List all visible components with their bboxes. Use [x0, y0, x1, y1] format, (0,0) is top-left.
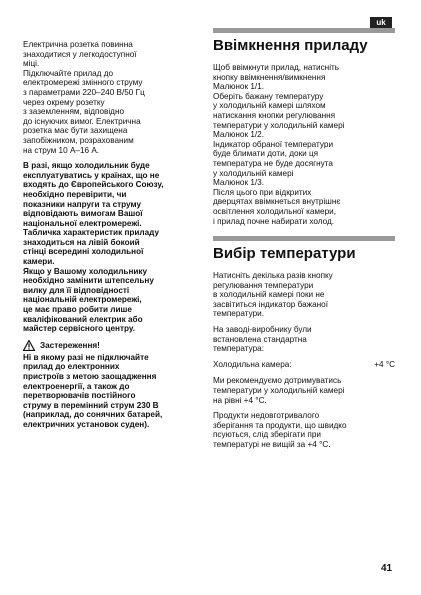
temperature-row	[213, 360, 395, 370]
page-number: 41	[381, 563, 393, 574]
warning-heading	[23, 340, 199, 351]
fridge-temperature-value: +4 °C	[374, 359, 395, 369]
temperature-paragraph: Натисніть декілька разів кнопку регулювання температури в холодильній камері поки не засвітиться індикатор бажаної температури.	[213, 271, 333, 319]
switch-on-paragraph: Щоб ввімкнути прилад, натисніть кнопку ввімкнення/вимкнення Малюнок 1/1. Оберіть бажану температуру у холодильній камері шляхом натискання кнопки регулювання температури у холодильній камері Малюнок 1/2. Індикатор обраної температури буде блимати доти, доки ця температура не буде досягнута у холодильній камері Малюнок 1/3. Після цього при відкритих дверцятах ввімкнеться внутрішнє освітлення холодильної камери, і прилад почне набирати холод.	[213, 63, 345, 226]
warning-title: Застереження!	[40, 340, 100, 350]
socket-paragraph: Електрична розетка повинна знаходитися у легкодоступної міці. Підключайте прилад до електромережі змінного струму з параметрами 220–240 В/50 Гц через окрему розетку з заземленням, відповідно до існуючих вимог. Електрична розетка має бути захищена запобіжником, розрахованим на струм 10 А–16 А.	[23, 40, 145, 155]
heading-switch-on: Ввімкнення приладу	[213, 37, 368, 54]
right-column	[213, 28, 395, 456]
fridge-compartment-label: Холодильна камера:	[213, 359, 292, 369]
factory-setting-paragraph: На заводі-виробнику були встановлена стандартна температура:	[213, 325, 312, 354]
heading-temperature: Вибір температури	[213, 245, 356, 263]
section-rule	[213, 28, 395, 33]
recommendation-paragraph: Ми рекомендуємо дотримуватись температури у холодильній камері на рівні +4 °C.	[213, 376, 345, 405]
section-rule	[213, 236, 395, 241]
language-badge: uk	[370, 17, 392, 29]
left-column	[23, 40, 199, 436]
storage-paragraph: Продукти недовготривалого зберігання та продукти, що швидко псуються, слід зберігати при температурі не вищій за +4 °C.	[213, 411, 347, 449]
warning-text: Ні в якому разі не підключайте прилад до електронних пристроїв з метою заощадження електроенергії, а також до перетворювачів постійного струму в перемінний струм 230 В (наприклад, до сонячних батарей, електричних установок суден).	[23, 352, 163, 429]
warning-triangle-icon	[23, 340, 35, 351]
non-eu-paragraph: В разі, якщо холодильник буде експлуатуватись у країнах, що не входять до Європейського Союзу, необхідно перевірити, чи показники напруги та струму відповідають вимогам Вашої національної електромережі. Табличка характеристик приладу знаходиться на лівій бокоий стінці всередині холодильної камери. Якщо у Вашому холодильнику необхідно замінити штепсельну вилку для її відповідності національній електромережі, це має право робити лише кваліфікований електрик або майстер сервісного центру.	[23, 161, 164, 334]
